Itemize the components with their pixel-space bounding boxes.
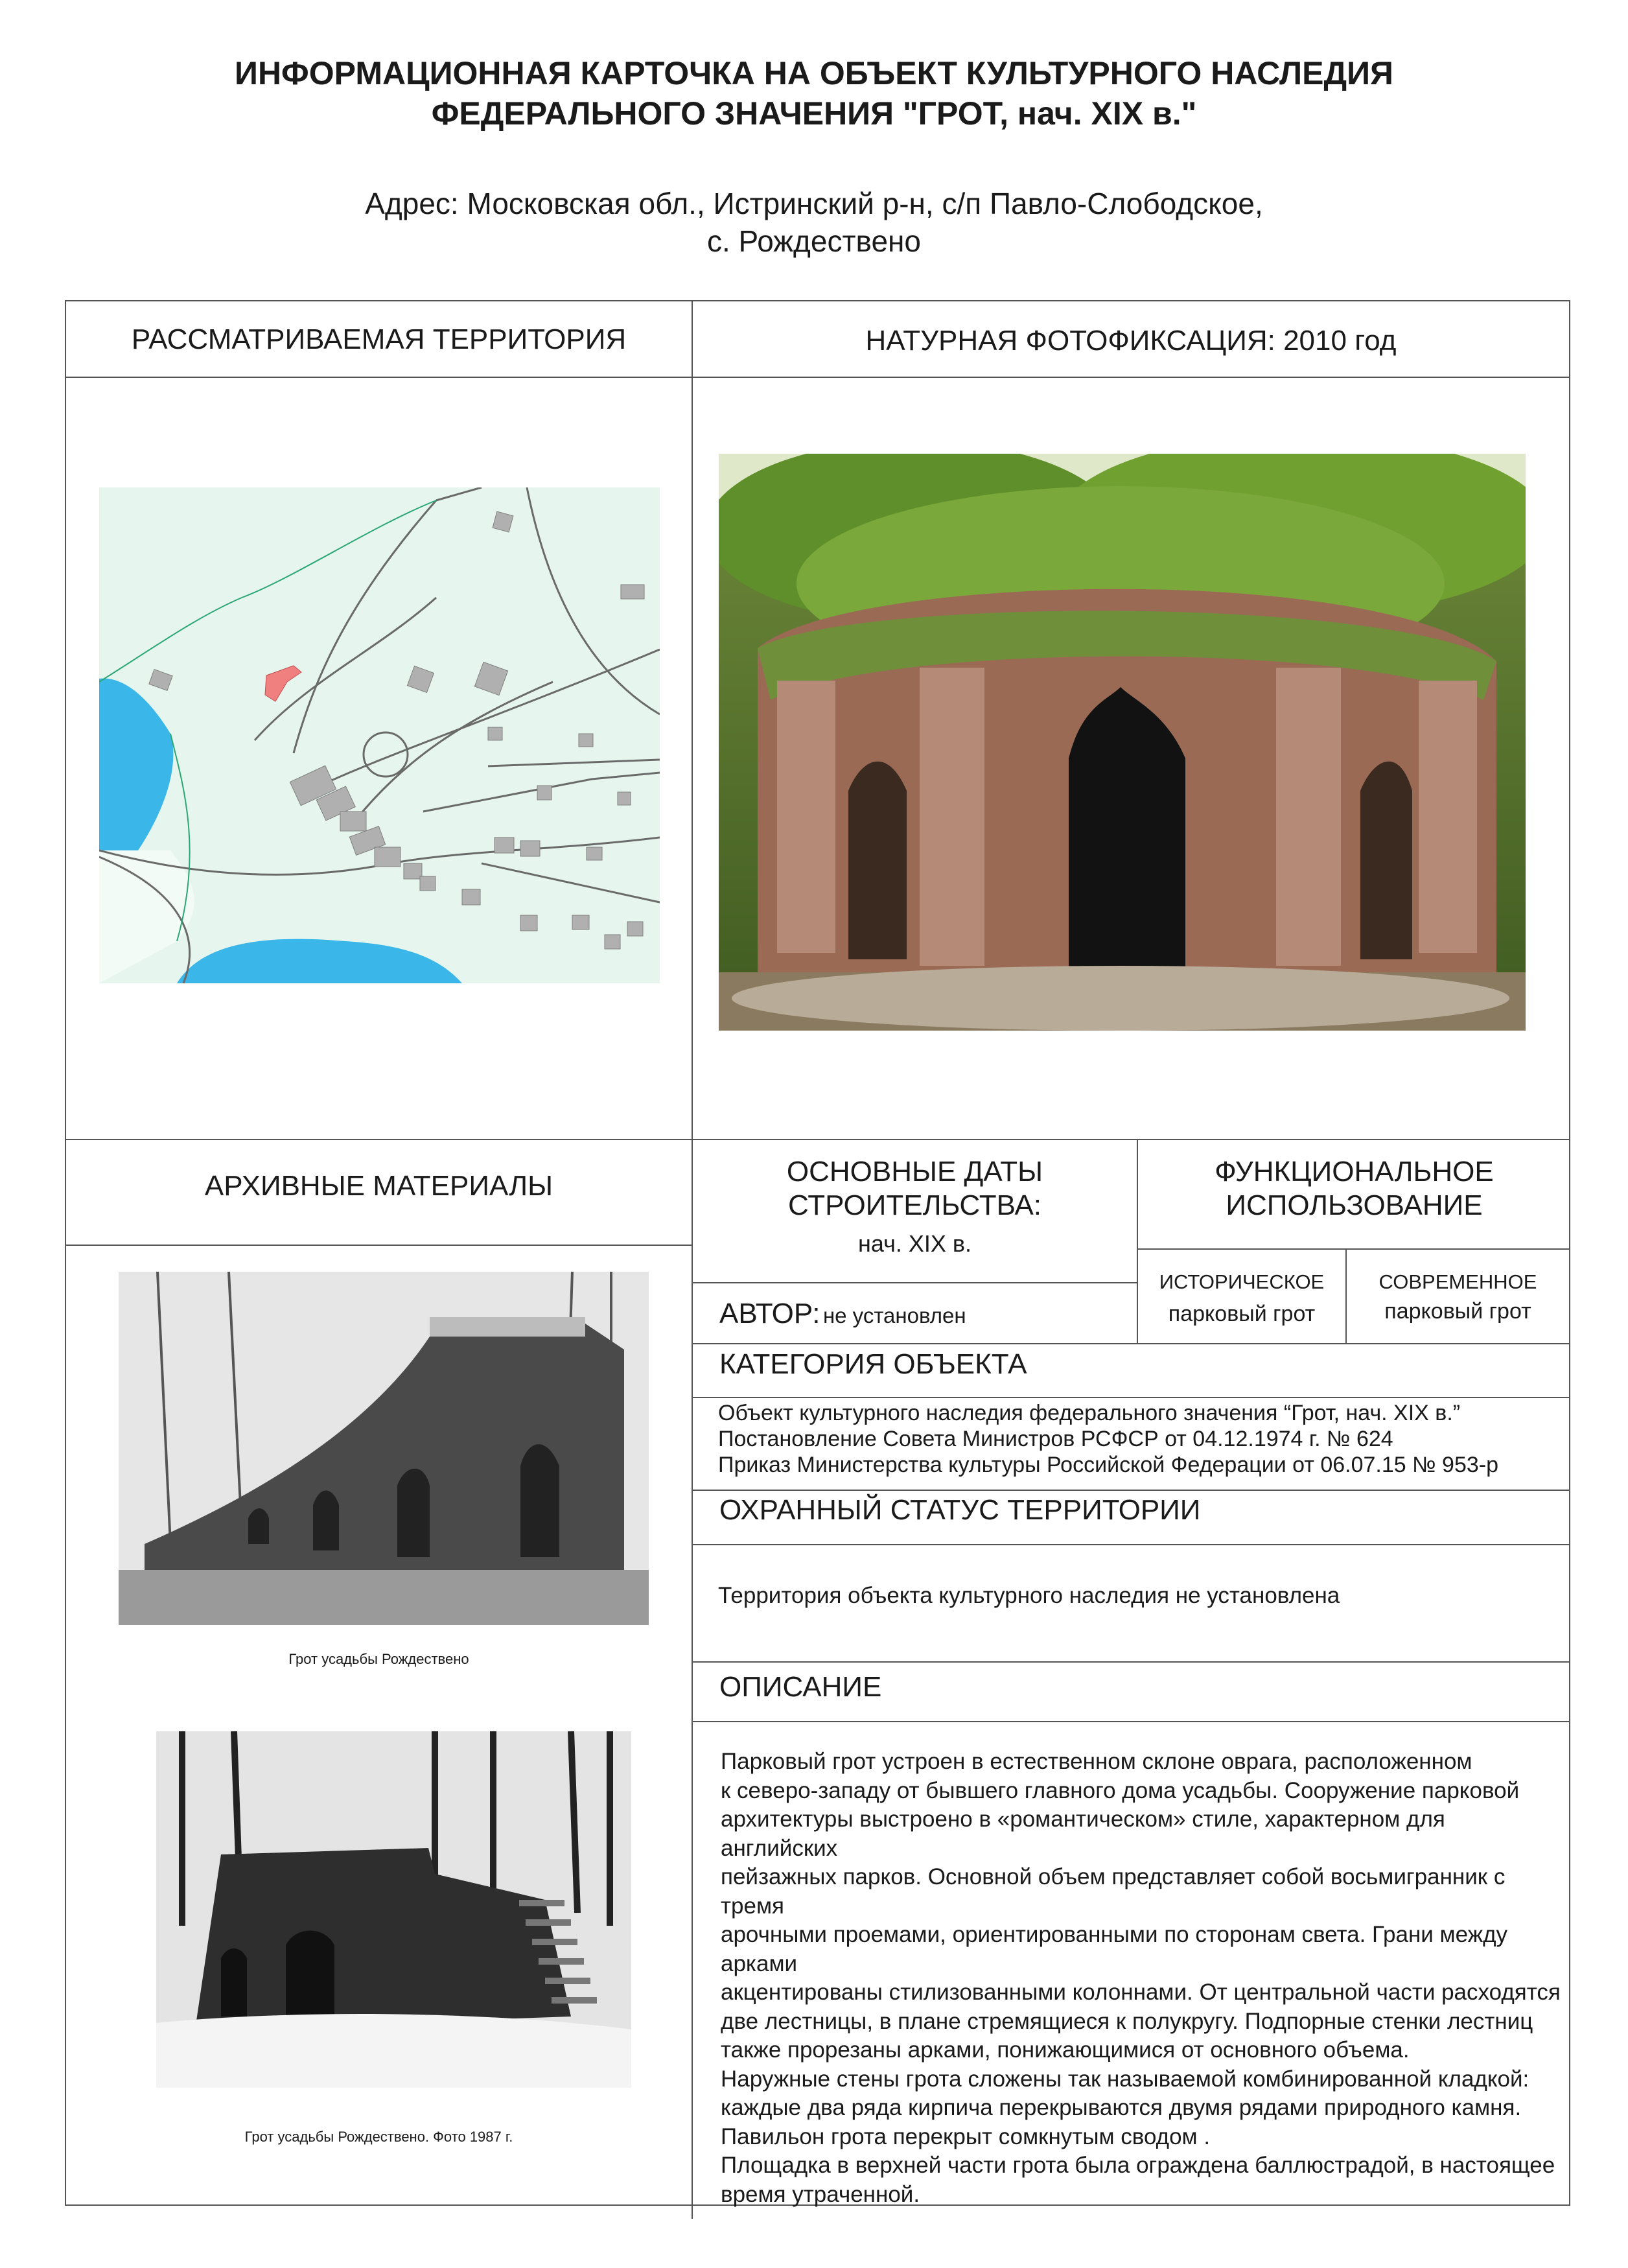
description-line: Площадка в верхней части грота была ограждена баллюстрадой, в настоящее — [721, 2153, 1555, 2178]
protection-top-divider — [692, 1490, 1570, 1491]
author-value: не установлен — [822, 1304, 966, 1327]
category-line1: Объект культурного наследия федерального значения “Грот, нач. XIX в.” — [718, 1401, 1461, 1425]
category-header-divider — [692, 1397, 1570, 1398]
function-header-line2: ИСПОЛЬЗОВАНИЕ — [1226, 1189, 1483, 1221]
function-modern-label: СОВРЕМЕННОЕ — [1378, 1270, 1537, 1293]
description-line: акцентированы стилизованными колоннами. От центральной части расходятся — [721, 1980, 1561, 2005]
protection-text: Территория объекта культурного наследия не установлена — [718, 1583, 1340, 1608]
description-line: Наружные стены грота сложены так называемой комбинированной кладкой: — [721, 2066, 1529, 2092]
territory-map — [99, 487, 660, 983]
dates-header — [693, 1155, 1137, 1222]
description-line: архитектуры выстроено в «романтическом» стиле, характерном для английских — [721, 1806, 1445, 1861]
description-line: время утраченной. — [721, 2181, 920, 2207]
archive-caption-1: Грот усадьбы Рождествено — [288, 1651, 469, 1667]
description-top-divider — [692, 1661, 1570, 1663]
archive-header: АРХИВНЫЕ МАТЕРИАЛЫ — [204, 1170, 553, 1202]
photo-fixation-header: НАТУРНАЯ ФОТОФИКСАЦИЯ: 2010 год — [865, 325, 1397, 357]
description-line: каждые два ряда кирпича перекрываются двумя рядами природного камня. — [721, 2095, 1522, 2120]
function-modern-value: парковый грот — [1384, 1299, 1531, 1324]
protection-header: ОХРАННЫЙ СТАТУС ТЕРРИТОРИИ — [719, 1494, 1201, 1526]
address-line2: с. Рождествено — [706, 224, 922, 258]
frame-top — [65, 300, 1570, 301]
function-historic-value: парковый грот — [1168, 1302, 1316, 1326]
archive-caption-2: Грот усадьбы Рождествено. Фото 1987 г. — [244, 2129, 513, 2145]
dates-author-divider — [692, 1282, 1137, 1283]
function-header — [1138, 1155, 1570, 1222]
archive-photo-1-svg — [119, 1272, 649, 1625]
category-line3: Приказ Министерства культуры Российской Федерации от 06.07.15 № 953-р — [718, 1453, 1499, 1477]
function-sub-divider — [1345, 1248, 1347, 1343]
function-header-line1: ФУНКЦИОНАЛЬНОЕ — [1215, 1156, 1494, 1187]
description-line: две лестницы, в плане стремящиеся к полукругу. Подпорные стенки лестниц — [721, 2008, 1533, 2034]
field-photo-2010 — [719, 454, 1526, 1031]
function-header-divider — [1137, 1248, 1570, 1250]
author — [719, 1298, 966, 1330]
description-line: Павильон грота перекрыт сомкнутым сводом . — [721, 2123, 1211, 2149]
field-photo-svg — [719, 454, 1526, 1031]
category-line2: Постановление Совета Министров РСФСР от 04.12.1974 г. № 624 — [718, 1427, 1393, 1451]
address-line1: Адрес: Московская обл., Истринский р-н, с/п Павло-Слободское, — [365, 187, 1263, 220]
protection-header-divider — [692, 1544, 1570, 1545]
dates-header-line1: ОСНОВНЫЕ ДАТЫ — [786, 1156, 1043, 1187]
archive-photo-1 — [119, 1272, 649, 1625]
archive-photo-2 — [156, 1731, 631, 2088]
author-label: АВТОР: — [719, 1298, 820, 1329]
description-text — [721, 1748, 1563, 2209]
category-text — [718, 1400, 1561, 1478]
frame-left — [65, 300, 66, 2206]
description-line: Парковый грот устроен в естественном склоне оврага, расположенном — [721, 1749, 1472, 1774]
address — [0, 185, 1628, 260]
category-header: КАТЕГОРИЯ ОБЪЕКТА — [719, 1348, 1027, 1380]
description-line: пейзажных парков. Основной объем представляет собой восьмигранник с тремя — [721, 1864, 1506, 1919]
description-line: также прорезаны арками, понижающимися от основного объема. — [721, 2037, 1410, 2063]
page-title-line2: ФЕДЕРАЛЬНОГО ЗНАЧЕНИЯ "ГРОТ, нач. XIX в." — [431, 95, 1197, 132]
function-historic-label: ИСТОРИЧЕСКОЕ — [1159, 1270, 1325, 1293]
frame-center-vertical — [692, 300, 693, 2219]
dates-value: нач. XIX в. — [857, 1230, 972, 1257]
row2-top-divider — [65, 1139, 1570, 1140]
description-header: ОПИСАНИЕ — [719, 1671, 882, 1703]
description-line: арочными проемами, ориентированными по сторонам света. Грани между арками — [721, 1922, 1508, 1976]
archive-photo-2-svg — [156, 1731, 631, 2088]
page-title-line1: ИНФОРМАЦИОННАЯ КАРТОЧКА НА ОБЪЕКТ КУЛЬТУРНОГО НАСЛЕДИЯ — [235, 55, 1393, 91]
category-top-divider — [692, 1343, 1570, 1344]
territory-header: РАССМАТРИВАЕМАЯ ТЕРРИТОРИЯ — [131, 323, 627, 355]
description-line: к северо-западу от бывшего главного дома усадьбы. Сооружение парковой — [721, 1777, 1520, 1803]
archive-header-divider — [65, 1245, 692, 1246]
dates-header-line2: СТРОИТЕЛЬСТВА: — [787, 1189, 1042, 1221]
row1-header-divider — [65, 377, 1570, 378]
frame-right — [1569, 300, 1570, 2206]
description-header-divider — [692, 1721, 1570, 1722]
map-svg — [99, 487, 660, 983]
page-title — [0, 53, 1628, 134]
